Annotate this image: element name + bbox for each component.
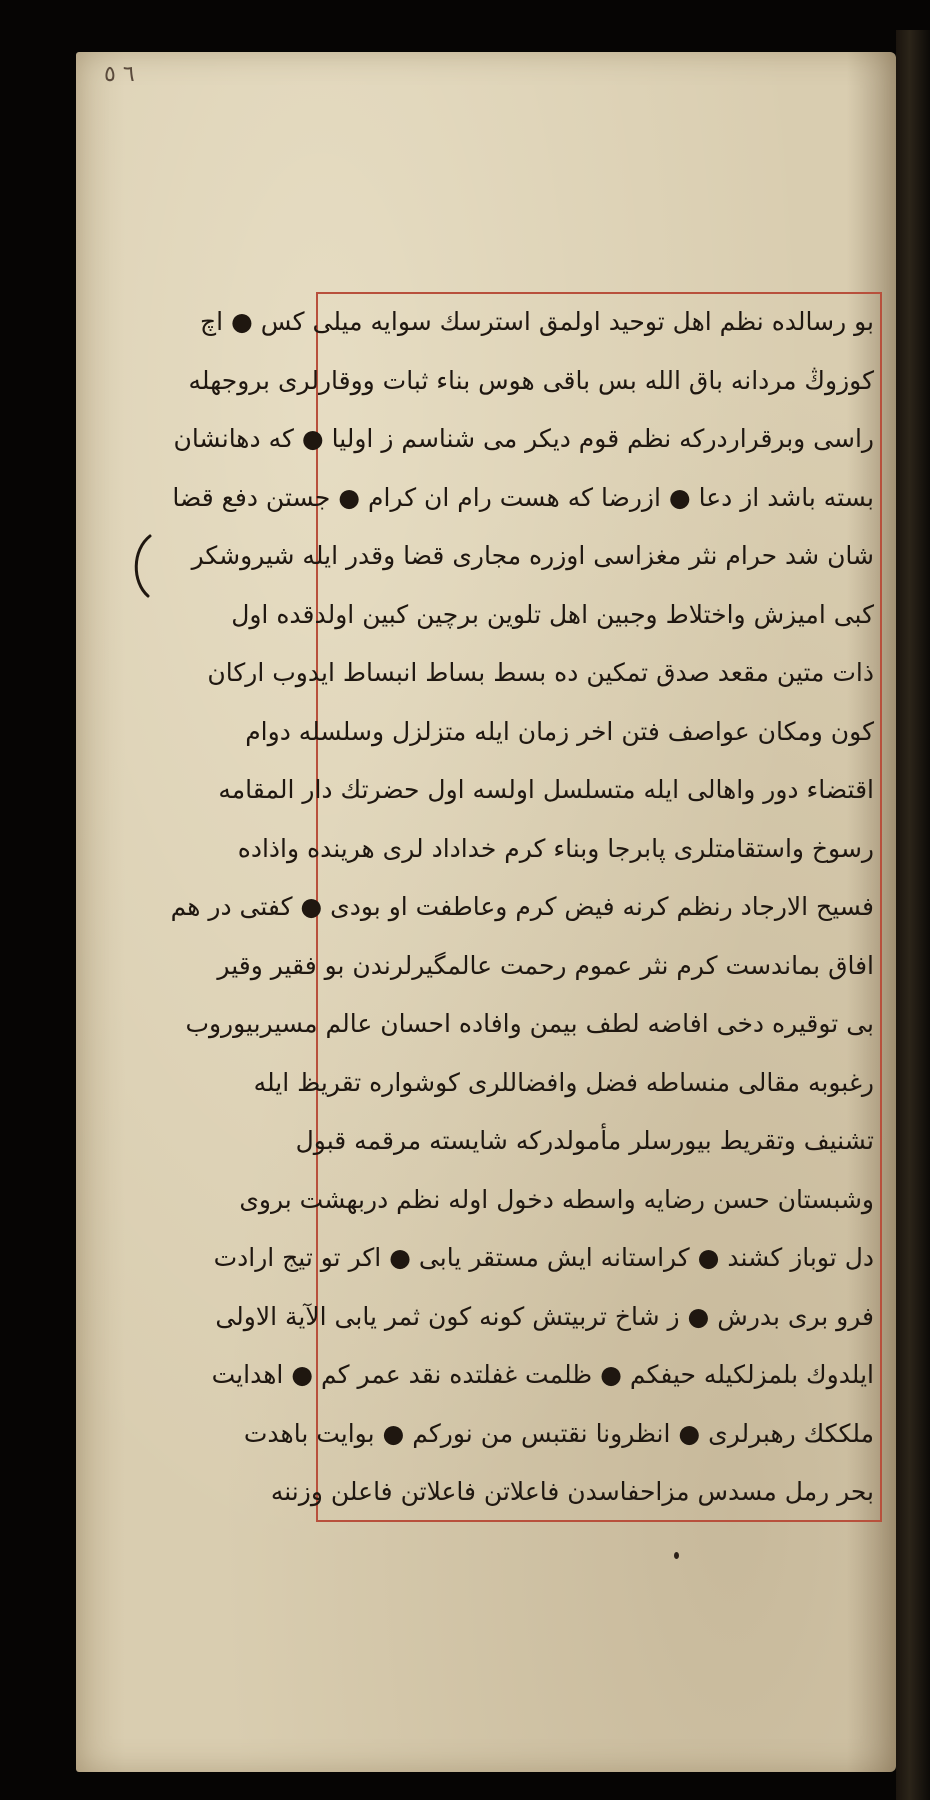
text-line: ملككك رهبرلری ● انظرونا نقتبس من نوركم ● بوایت باهدت bbox=[243, 1418, 874, 1448]
text-line: بی توقیره دخی افاضه لطف بیمن وافاده احسان عالم مسیربیوروب bbox=[185, 1009, 874, 1038]
text-line: وشبستان حسن رضایه واسطه دخول اوله نظم دربهشت بروی bbox=[239, 1184, 874, 1214]
ink-speck bbox=[674, 1552, 679, 1559]
text-line: تشنیف وتقریط بیورسلر مأمولدركه شایسته مرقمه قبول bbox=[295, 1126, 874, 1155]
text-line: ذات متین مقعد صدق تمكین ده بسط بساط انبساط ایدوب اركان bbox=[207, 658, 874, 687]
text-line: اقتضاء دور واهالی ایله متسلسل اولسه اول حضرتك دار المقامه bbox=[218, 775, 874, 804]
text-line: رسوخ واستقامتلری پابرجا وبناء كرم خداداد لری هرینده واذاده bbox=[237, 833, 874, 863]
book-spine bbox=[896, 30, 930, 1800]
text-line: دل توباز كشند ● كراستانه ایش مستقر یابی ● اكر تو تیج ارادت bbox=[213, 1243, 874, 1272]
text-line: كوزوڭ مردانه باق الله بس باقی هوس بناء ثبات ووقارلری بروجهله bbox=[188, 365, 874, 395]
text-line: فرو بری بدرش ● ز شاخ تربیتش كونه كون ثمر یابی الآیة الاولی bbox=[215, 1301, 874, 1331]
manuscript-text-block bbox=[170, 300, 874, 1514]
text-line: بسته باشد از دعا ● ازرضا كه هست رام ان كرام ● جستن دفع قضا bbox=[172, 482, 874, 512]
text-line: شان شد حرام نثر مغزاسی اوزره مجاری قضا وقدر ایله شیروشكر bbox=[191, 541, 874, 570]
text-line: كون ومكان عواصف فتن اخر زمان ایله متزلزل وسلسله دوام bbox=[245, 716, 874, 746]
text-line: رغبوبه مقالی منساطه فضل وافضاللری كوشواره تقریظ ایله bbox=[253, 1067, 874, 1097]
text-line: بحر رمل مسدس مزاحفاسدن فاعلاتن فاعلاتن فاعلن وزننه bbox=[270, 1477, 874, 1506]
text-line: بو رسالده نظم اهل توحید اولمق استرسك سوایه میلی كس ● اچ bbox=[200, 307, 874, 336]
text-line: راسی وبرقراردركه نظم قوم دیكر می شناسم ز اولیا ● كه دهانشان bbox=[173, 424, 874, 453]
text-line: فسیح الارجاد رنظم كرنه فیض كرم وعاطفت او بودی ● كفتی در هم bbox=[170, 892, 874, 921]
text-line: افاق بماندست كرم نثر عموم رحمت عالمگیرلرندن بو فقیر وقیر bbox=[217, 950, 874, 980]
marginal-bracket-mark bbox=[128, 532, 156, 600]
folio-number: ٦ ٥ bbox=[104, 62, 135, 87]
text-line: كبی امیزش واختلاط وجبین اهل تلوین برچین كبین اولدقده اول bbox=[231, 599, 874, 629]
text-line: ایلدوك بلمزلكیله حیفكم ● ظلمت غفلتده نقد عمر كم ● اهدایت bbox=[211, 1360, 874, 1389]
